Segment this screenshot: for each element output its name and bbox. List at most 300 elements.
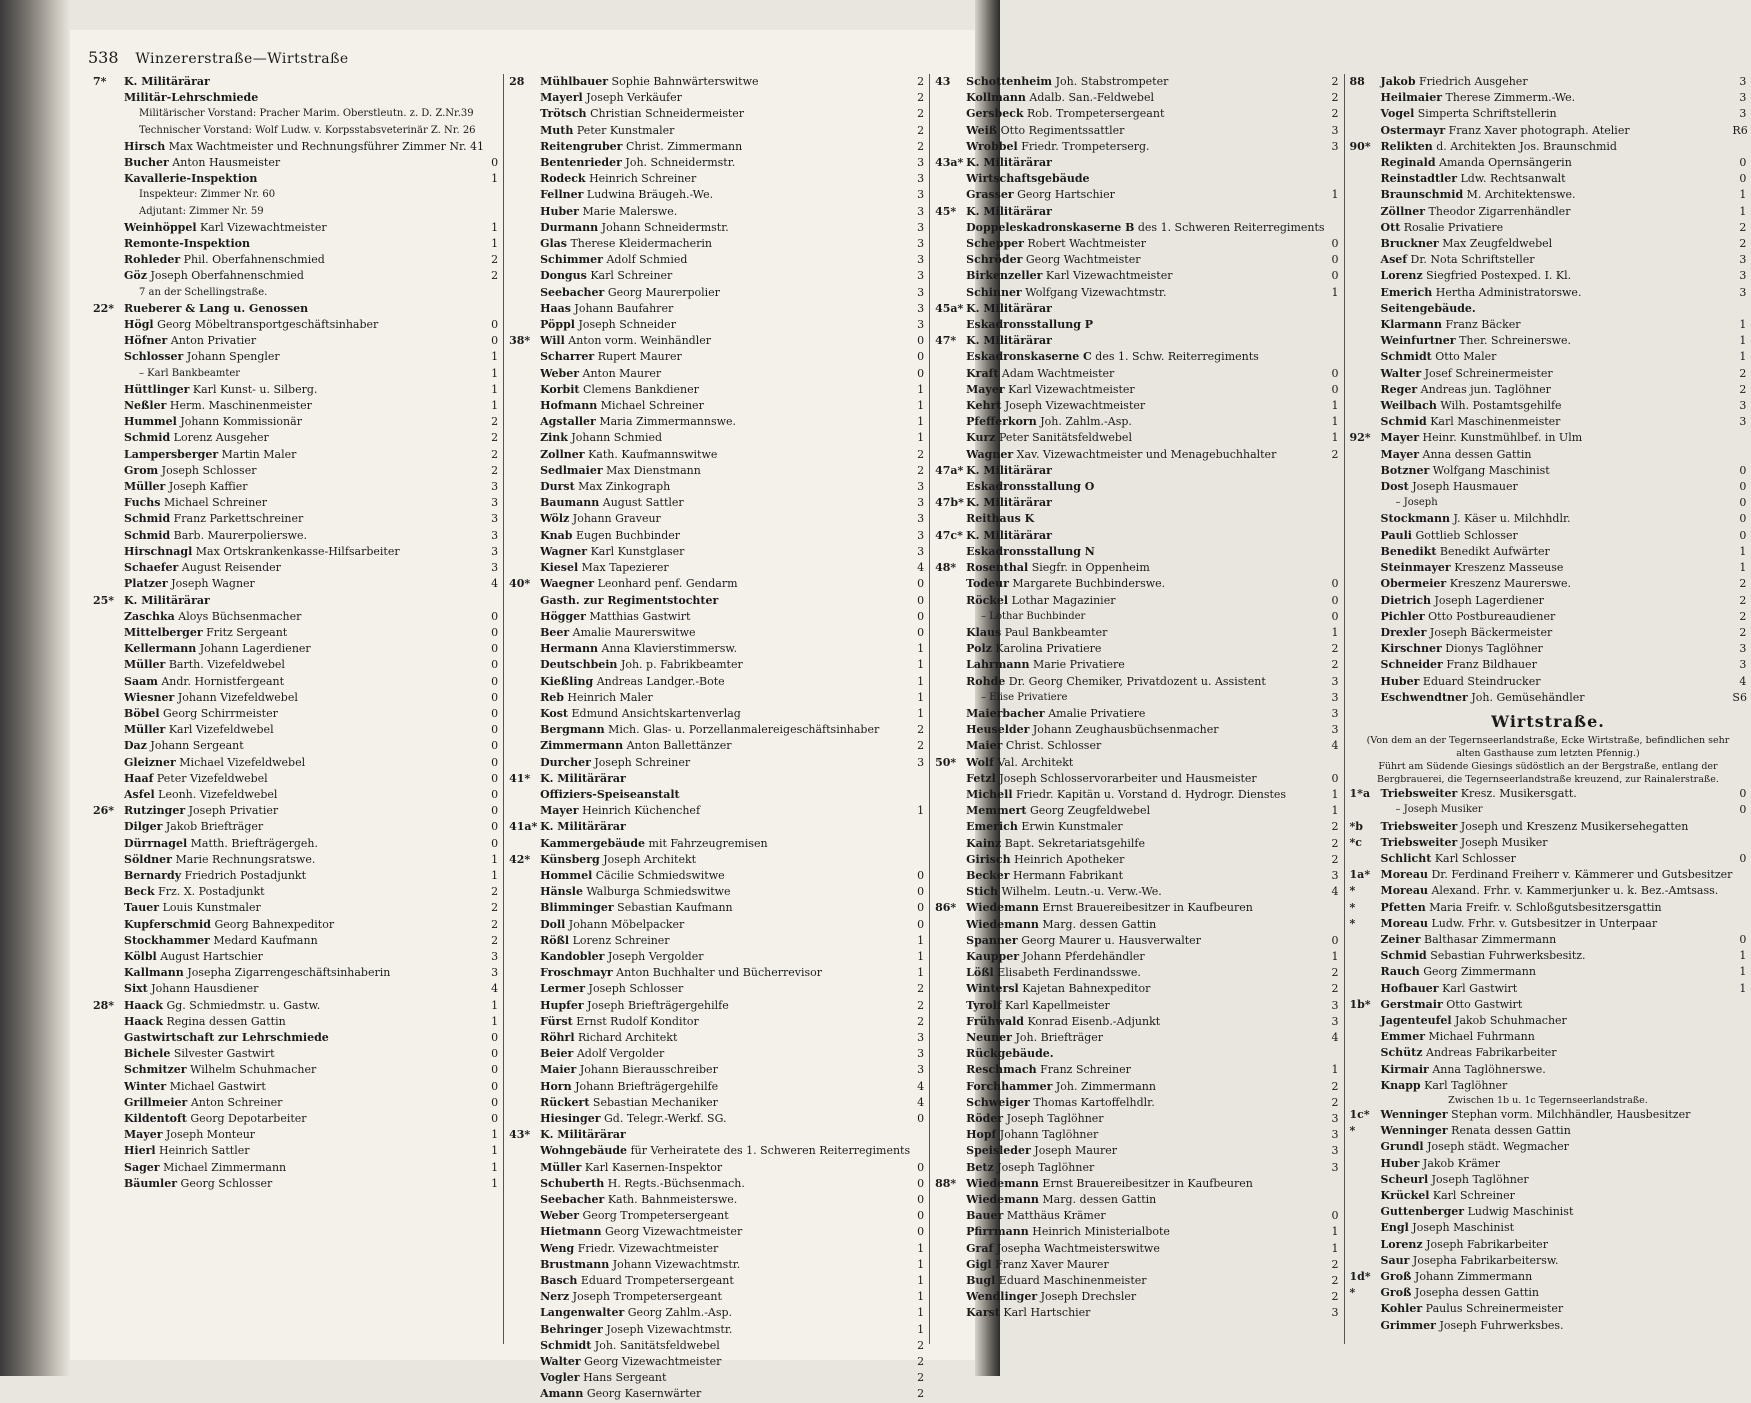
floor-number: 0 (1331, 382, 1339, 396)
floor-number: 3 (491, 966, 499, 980)
directory-entry (93, 722, 498, 738)
resident-occupation: Wolfgang Vizewachtmstr. (1025, 285, 1167, 299)
entry-text (963, 430, 1324, 446)
resident-name: Trötsch (540, 107, 587, 121)
directory-entry (935, 852, 1338, 868)
directory-entry (935, 1257, 1338, 1273)
resident-name: Platzer (124, 577, 168, 591)
resident-occupation: Anton vorm. Weinhändler (568, 334, 712, 348)
floor-number: 0 (491, 609, 499, 623)
house-number (935, 447, 963, 463)
entry-text (1378, 90, 1733, 106)
directory-entry (1350, 236, 1747, 252)
resident-name: Durst (540, 480, 575, 494)
house-number (509, 171, 537, 187)
resident-name: Maier (540, 1063, 577, 1077)
house-number (935, 511, 963, 527)
resident-name: Neßler (124, 399, 167, 413)
floor-number: 0 (1739, 496, 1747, 510)
resident-name: Kellermann (124, 642, 197, 656)
directory-entry (1350, 382, 1747, 398)
directory-entry (935, 949, 1338, 965)
house-number (1350, 576, 1378, 592)
resident-name: Reitengruber (540, 139, 623, 153)
floor-number: 0 (491, 755, 499, 769)
house-number (93, 155, 121, 171)
house-number (509, 1305, 537, 1321)
house-number (509, 625, 537, 641)
house-number (509, 1273, 537, 1289)
house-number (509, 738, 537, 754)
entry-text (963, 528, 1324, 544)
directory-entry (935, 868, 1338, 884)
entry-text (963, 641, 1324, 657)
entry-text (1378, 366, 1733, 382)
resident-name: K. Militärärar (540, 1128, 626, 1142)
directory-entry (509, 933, 924, 949)
resident-occupation: Kath. Bahnmeisterswe. (607, 1193, 738, 1207)
house-number: 1b* (1349, 997, 1371, 1011)
entry-text (1378, 317, 1733, 333)
street-heading: Wirtstraße. (1491, 711, 1605, 731)
floor-number: 2 (917, 447, 925, 461)
directory-entry (1350, 1318, 1747, 1334)
house-number (509, 836, 537, 852)
directory-entry (509, 1305, 924, 1321)
directory-entry (93, 187, 498, 203)
entry-text (121, 268, 484, 284)
entry-text (537, 463, 910, 479)
entry-text (963, 949, 1324, 965)
entry-text (1378, 544, 1733, 560)
resident-name: Wiedemann (966, 901, 1039, 915)
directory-entry (509, 1322, 924, 1338)
entry-text (537, 155, 910, 171)
resident-occupation: Wolfgang Maschinist (1432, 463, 1550, 477)
entry-text (963, 511, 1324, 527)
house-number (935, 1030, 963, 1046)
house-number (935, 1127, 963, 1143)
house-number (1350, 690, 1378, 706)
entry-text (537, 123, 910, 139)
resident-name: Moreau (1380, 868, 1428, 882)
house-number (935, 722, 963, 738)
floor-number: 2 (491, 885, 499, 899)
floor-number: 1 (491, 350, 499, 364)
floor-number: 2 (917, 1338, 925, 1352)
house-number (935, 625, 963, 641)
directory-entry (509, 301, 924, 317)
floor-number (1732, 916, 1746, 932)
floor-number: 0 (917, 885, 925, 899)
directory-entry (93, 414, 498, 430)
street-note: (Von dem an der Tegernseerlandstraße, Ecke Wirtstraße, befindlichen sehr alten Gasthause zum letzten Pfennig.) (1366, 735, 1730, 760)
resident-name: Wenninger (1380, 1107, 1448, 1121)
resident-name: Beier (540, 1047, 574, 1061)
entry-text (963, 706, 1324, 722)
resident-occupation: Karl Vizewachtmeister (1008, 382, 1135, 396)
floor-number: 0 (917, 1176, 925, 1190)
house-number (93, 544, 121, 560)
resident-name: Gigl (966, 1257, 992, 1271)
resident-name: Wintersl (966, 982, 1019, 996)
floor-number: 0 (1331, 366, 1339, 380)
floor-number: 0 (1739, 803, 1747, 817)
directory-entry (935, 171, 1338, 187)
directory-entry (1350, 802, 1747, 818)
entry-text (121, 593, 484, 609)
house-number (509, 706, 537, 722)
resident-name: Kupferschmid (124, 917, 211, 931)
resident-occupation: H. Regts.-Büchsenmach. (607, 1176, 745, 1190)
entry-text (1378, 301, 1733, 317)
directory-entry (1350, 430, 1747, 446)
house-number (935, 285, 963, 301)
entry-text (537, 268, 910, 284)
resident-occupation: Joseph Monteur (166, 1128, 256, 1142)
resident-name: Krückel (1380, 1189, 1430, 1202)
directory-entry (509, 625, 924, 641)
resident-occupation: Karl Gastwirt (1442, 981, 1518, 995)
resident-name: Weber (540, 366, 580, 380)
resident-occupation: Robert Wachtmeister (1027, 237, 1146, 251)
house-number (935, 139, 963, 155)
directory-entry (935, 252, 1338, 268)
resident-name: Bergmann (540, 723, 605, 737)
resident-occupation: Renata dessen Gattin (1451, 1124, 1571, 1138)
entry-text (963, 560, 1324, 576)
directory-entry (935, 1046, 1338, 1062)
resident-name: Ostermayr (1380, 123, 1446, 137)
entry-text (121, 998, 484, 1014)
house-number: 1a* (1349, 868, 1371, 882)
floor-number: 0 (491, 836, 499, 850)
house-number (935, 90, 963, 106)
entry-text (963, 884, 1324, 900)
entry-text (963, 657, 1324, 673)
resident-name: Huber (1380, 1156, 1420, 1170)
entry-text (537, 1095, 910, 1111)
entry-text (1378, 1123, 1733, 1139)
entry-text (1378, 463, 1733, 479)
entry-text (1378, 382, 1733, 398)
floor-number (1732, 867, 1746, 883)
resident-name: Schmid (1380, 949, 1427, 963)
entry-text (1378, 236, 1733, 252)
resident-occupation: Barth. Vizefeldwebel (168, 658, 285, 672)
entry-text (537, 1257, 910, 1273)
floor-number (1732, 997, 1746, 1013)
resident-occupation: – Karl Bankbeamter (139, 367, 241, 379)
directory-entry (93, 690, 498, 706)
resident-occupation: Rupert Maurer (597, 350, 682, 364)
house-number (1350, 1237, 1378, 1253)
resident-occupation: Andreas Landger.-Bote (596, 674, 725, 688)
house-number (1350, 495, 1378, 511)
resident-occupation: Dionys Taglöhner (1445, 642, 1543, 656)
entry-text (963, 755, 1324, 771)
directory-entry (509, 285, 924, 301)
resident-occupation: Joh. Zahlm.-Asp. (1040, 415, 1132, 429)
directory-entry (93, 1127, 498, 1143)
house-number (935, 349, 963, 365)
floor-number (484, 187, 498, 203)
floor-number: 4 (491, 577, 499, 591)
resident-name: Wiesner (124, 690, 175, 704)
house-number (935, 657, 963, 673)
resident-name: Haack (124, 998, 163, 1012)
floor-number: 1 (917, 949, 925, 963)
directory-entry (935, 333, 1338, 349)
resident-name: Rosenthal (966, 561, 1029, 575)
floor-number (484, 90, 498, 106)
house-number (93, 949, 121, 965)
resident-name: K. Militärärar (540, 820, 626, 834)
house-number (935, 674, 963, 690)
resident-occupation: Georg Vizewachtmeister (584, 1355, 722, 1369)
directory-entry (93, 106, 498, 122)
floor-number (484, 106, 498, 122)
resident-name: Wohngebäude (540, 1144, 628, 1158)
resident-occupation: Karl Vizewachtmeister (1045, 269, 1173, 283)
floor-number: 3 (491, 496, 499, 510)
directory-entry (1350, 1172, 1747, 1188)
floor-number: 4 (917, 561, 925, 575)
resident-name: Schütz (1380, 1046, 1423, 1060)
resident-name: Bäumler (124, 1176, 178, 1190)
directory-entry (935, 787, 1338, 803)
resident-name: K. Militärärar (966, 204, 1052, 218)
entry-text (537, 965, 910, 981)
entry-text (537, 641, 910, 657)
entry-text (963, 447, 1324, 463)
directory-entry (509, 900, 924, 916)
house-number (1350, 609, 1378, 625)
resident-occupation: Georg Zeugfeldwebel (1029, 804, 1151, 818)
floor-number: 0 (491, 771, 499, 785)
resident-occupation: – Elise Privatiere (981, 691, 1068, 703)
floor-number: 1 (917, 804, 925, 818)
floor-number: 1 (491, 366, 499, 380)
house-number (935, 706, 963, 722)
entry-text (121, 674, 484, 690)
directory-entry (93, 576, 498, 592)
resident-name: Becker (966, 868, 1010, 882)
resident-occupation: Lorenz Schreiner (572, 933, 670, 947)
entry-text (121, 738, 484, 754)
house-number (509, 868, 537, 884)
house-number (1350, 171, 1378, 187)
entry-text (537, 1111, 910, 1127)
floor-number: 2 (1739, 220, 1747, 234)
floor-number: 1 (917, 933, 925, 947)
house-number (1350, 187, 1378, 203)
directory-entry (93, 463, 498, 479)
house-number: 1c* (1349, 1107, 1370, 1121)
resident-name: Lahrmann (966, 658, 1030, 672)
directory-entry (509, 657, 924, 673)
resident-name: Eskadronsstallung N (966, 544, 1095, 558)
entry-text (1378, 139, 1733, 155)
resident-name: Wenninger (1380, 1124, 1448, 1138)
floor-number (1732, 1045, 1746, 1061)
resident-name: Seitengebäude. (1380, 301, 1476, 315)
house-number (509, 204, 537, 220)
house-number (509, 593, 537, 609)
entry-text (537, 495, 910, 511)
floor-number: 1 (1331, 285, 1339, 299)
resident-occupation: Max Zeugfeldwebel (1442, 237, 1553, 251)
resident-name: Triebsweiter (1380, 819, 1458, 833)
house-number (93, 1176, 121, 1192)
house-number (509, 803, 537, 819)
resident-occupation: Georg Zahlm.-Asp. (627, 1306, 733, 1320)
resident-name: Haack (124, 1014, 163, 1028)
house-number (509, 511, 537, 527)
house-number (1350, 236, 1378, 252)
resident-occupation: Technischer Vorstand: Wolf Ludw. v. Korpsstabsveterinär Z. Nr. 26 (139, 124, 476, 136)
floor-number: 1 (917, 966, 925, 980)
house-number (1350, 1204, 1378, 1220)
entry-text (537, 317, 910, 333)
house-number (509, 1354, 537, 1370)
resident-occupation: Sebastian Kaufmann (617, 901, 733, 915)
directory-entry (935, 1305, 1338, 1321)
floor-number (1732, 1156, 1746, 1172)
entry-text (963, 1224, 1324, 1240)
resident-name: Kost (540, 706, 568, 720)
floor-number: 3 (1331, 723, 1339, 737)
entry-text (963, 803, 1324, 819)
house-number (935, 981, 963, 997)
house-number (93, 738, 121, 754)
directory-entry (509, 463, 924, 479)
resident-occupation: Friedrich Postadjunkt (184, 868, 306, 882)
entry-text (1378, 997, 1733, 1013)
house-number (509, 236, 537, 252)
directory-entry (935, 1289, 1338, 1305)
resident-name: Zimmermann (540, 739, 624, 753)
directory-entry (93, 398, 498, 414)
floor-number: 2 (1331, 820, 1339, 834)
resident-occupation: Walburga Schmiedswitwe (586, 885, 731, 899)
entry-text (537, 1062, 910, 1078)
resident-occupation: Inspekteur: Zimmer Nr. 60 (139, 189, 276, 201)
resident-name: Dietrich (1380, 593, 1431, 607)
directory-entry (1350, 74, 1747, 90)
resident-name: Wendlinger (966, 1290, 1038, 1304)
resident-occupation: Heinrich Küchenchef (582, 804, 701, 818)
house-number (509, 1176, 537, 1192)
resident-occupation: Hans Sergeant (583, 1371, 667, 1385)
directory-entry (509, 1224, 924, 1240)
floor-number: 2 (917, 139, 925, 153)
entry-text (121, 836, 484, 852)
house-number (93, 1143, 121, 1159)
floor-number: 2 (491, 447, 499, 461)
resident-occupation: Adalb. San.-Feldwebel (1029, 91, 1154, 105)
resident-name: Hüttlinger (124, 382, 190, 396)
house-number (509, 917, 537, 933)
floor-number: 1 (1739, 188, 1747, 202)
house-number (1350, 1029, 1378, 1045)
entry-text (1378, 560, 1733, 576)
house-number (1350, 90, 1378, 106)
entry-text (537, 1386, 910, 1402)
resident-name: Spanner (966, 933, 1018, 947)
resident-occupation: Matthäus Krämer (1006, 1209, 1106, 1223)
floor-number: 3 (917, 755, 925, 769)
house-number: 7* (93, 75, 107, 88)
floor-number: 2 (491, 431, 499, 445)
house-number (509, 949, 537, 965)
floor-number (1732, 1078, 1746, 1094)
directory-entry (509, 1046, 924, 1062)
resident-name: Hänsle (540, 885, 583, 899)
entry-text (537, 204, 910, 220)
floor-number: 0 (1331, 593, 1339, 607)
page-number: 538 (88, 48, 119, 67)
resident-occupation: Joseph Taglöhner (997, 1160, 1095, 1174)
house-number (93, 1127, 121, 1143)
entry-text (121, 204, 484, 220)
resident-name: Hupfer (540, 998, 584, 1012)
floor-number: 1 (917, 1306, 925, 1320)
house-number (1350, 1301, 1378, 1317)
directory-entry (1350, 285, 1747, 301)
entry-text (1378, 430, 1733, 446)
resident-name: Dürrnagel (124, 836, 188, 850)
resident-name: Grasser (966, 188, 1014, 202)
floor-number: 1 (917, 690, 925, 704)
floor-number: 1 (491, 172, 499, 186)
resident-name: Grimmer (1380, 1318, 1436, 1332)
floor-number: 2 (491, 463, 499, 477)
floor-number (1732, 301, 1746, 317)
directory-entry (935, 1176, 1338, 1192)
house-number (93, 414, 121, 430)
directory-entry (509, 965, 924, 981)
floor-number (1732, 1301, 1746, 1317)
house-number (935, 1014, 963, 1030)
resident-occupation: Max Ortskrankenkasse-Hilfsarbeiter (195, 544, 400, 558)
directory-entry (1350, 317, 1747, 333)
house-number (93, 787, 121, 803)
entry-text (121, 1030, 484, 1046)
directory-entry (93, 981, 498, 997)
resident-name: Röder (966, 1112, 1004, 1125)
floor-number: 0 (917, 366, 925, 380)
house-number (93, 171, 121, 187)
directory-entry (1350, 106, 1747, 122)
floor-number: 1 (1331, 1225, 1339, 1239)
entry-text (1378, 964, 1733, 980)
house-number (935, 1192, 963, 1208)
resident-occupation: Louis Kunstmaler (162, 901, 261, 915)
floor-number (484, 74, 498, 90)
entry-text (537, 706, 910, 722)
entry-text (537, 917, 910, 933)
entry-text (1378, 414, 1733, 430)
resident-occupation: Joseph Schneider (578, 318, 676, 332)
house-number (93, 1030, 121, 1046)
entry-text (963, 1111, 1324, 1127)
house-number (935, 576, 963, 592)
resident-occupation: Adolf Schmied (606, 253, 688, 267)
floor-number: 1 (1739, 561, 1747, 575)
floor-number: 3 (917, 318, 925, 332)
house-number (935, 414, 963, 430)
